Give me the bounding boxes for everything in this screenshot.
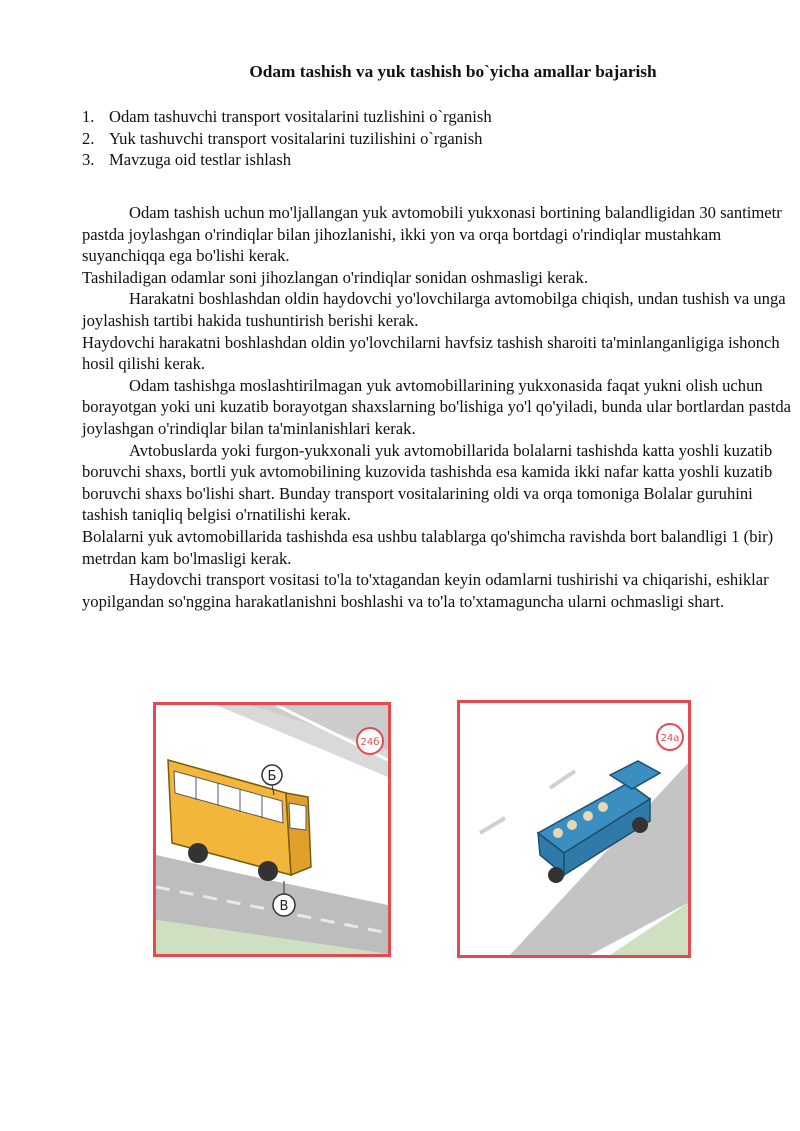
body-text <box>82 202 800 612</box>
badge-label: 24а <box>660 733 680 744</box>
paragraph: Harakatni boshlashdan oldin haydovchi yo'lovchilarga avtomobilga chiqish, undan tushish va unga joylashish tartibi hakida tushuntirish berishi kerak. <box>82 289 786 330</box>
sign-label-top: Б <box>267 769 277 784</box>
list-number: 1. <box>82 107 95 126</box>
list-item <box>82 106 492 128</box>
paragraph: Odam tashish uchun mo'ljallangan yuk avtomobili yukxonasi bortining balandligidan 30 santimetr pastda joylashgan o'rindiqlar bilan jihozlanishi, ikki yon va orqa bortdagi o'rindiqlar mustahkam suyanchiqqa ega bo'lishi kerak. <box>82 203 782 266</box>
list-number: 3. <box>82 150 95 169</box>
list-item <box>82 128 492 150</box>
truck-scene <box>460 703 688 955</box>
bus-scene <box>156 705 388 954</box>
paragraph: Bolalarni yuk avtomobillarida tashishda esa ushbu talablarga qo'shimcha ravishda bort balandligi 1 (bir) metrdan kam bo'lmasligi kerak. <box>82 526 774 568</box>
list-text: Odam tashuvchi transport vositalarini tuzlishini o`rganish <box>109 107 492 126</box>
bus-illustration <box>153 702 391 957</box>
list-number: 2. <box>82 128 95 148</box>
page-title: Odam tashish va yuk tashish bo`yicha amallar bajarish <box>249 62 657 81</box>
paragraph: Odam tashishga moslashtirilmagan yuk avtomobillarining yukxonasida faqat yukni olish uchun borayotgan yoki uni kuzatib borayotgan shaxslarning bo'lishiga yo'l qo'yiladi, bunda ular bortlardan pastda joylashgan o'rindiqlar bilan ta'minlanishlari kerak. <box>82 375 791 438</box>
list-item <box>82 149 492 171</box>
truck-illustration <box>457 700 691 958</box>
task-list <box>82 106 492 171</box>
paragraph: Haydovchi harakatni boshlashdan oldin yo'lovchilarni havfsiz tashish sharoiti ta'minlanganligiga ishonch hosil qilishi kerak. <box>82 332 780 374</box>
list-text: Mavzuga oid testlar ishlash <box>109 150 292 169</box>
paragraph: Tashiladigan odamlar soni jihozlangan o'rindiqlar sonidan oshmasligi kerak. <box>82 267 588 287</box>
list-text: Yuk tashuvchi transport vositalarini tuzilishini o`rganish <box>109 128 483 148</box>
paragraph: Haydovchi transport vositasi to'la to'xtagandan keyin odamlarni tushirishi va chiqarishi, eshiklar yopilgandan so'nggina harakatlanishni boshlashi va to'la to'xtamaguncha ularni ochmasligi shart. <box>82 570 769 611</box>
paragraph: Avtobuslarda yoki furgon-yukxonali yuk avtomobillarida bolalarni tashishda katta yoshli kuzatib boruvchi shaxs, bortli yuk avtomobilining kuzovida tashishda esa kamida ikki nafar katta yoshli kuzatib boruvchi shaxs bo'lishi shart. Bunday transport vositalarining oldi va orqa tomoniga Bolalar guruhini tashish taniqliq belgisi o'rnatilishi kerak. <box>82 440 773 525</box>
sign-label-bottom: В <box>279 899 289 914</box>
badge-label: 24б <box>360 737 380 748</box>
